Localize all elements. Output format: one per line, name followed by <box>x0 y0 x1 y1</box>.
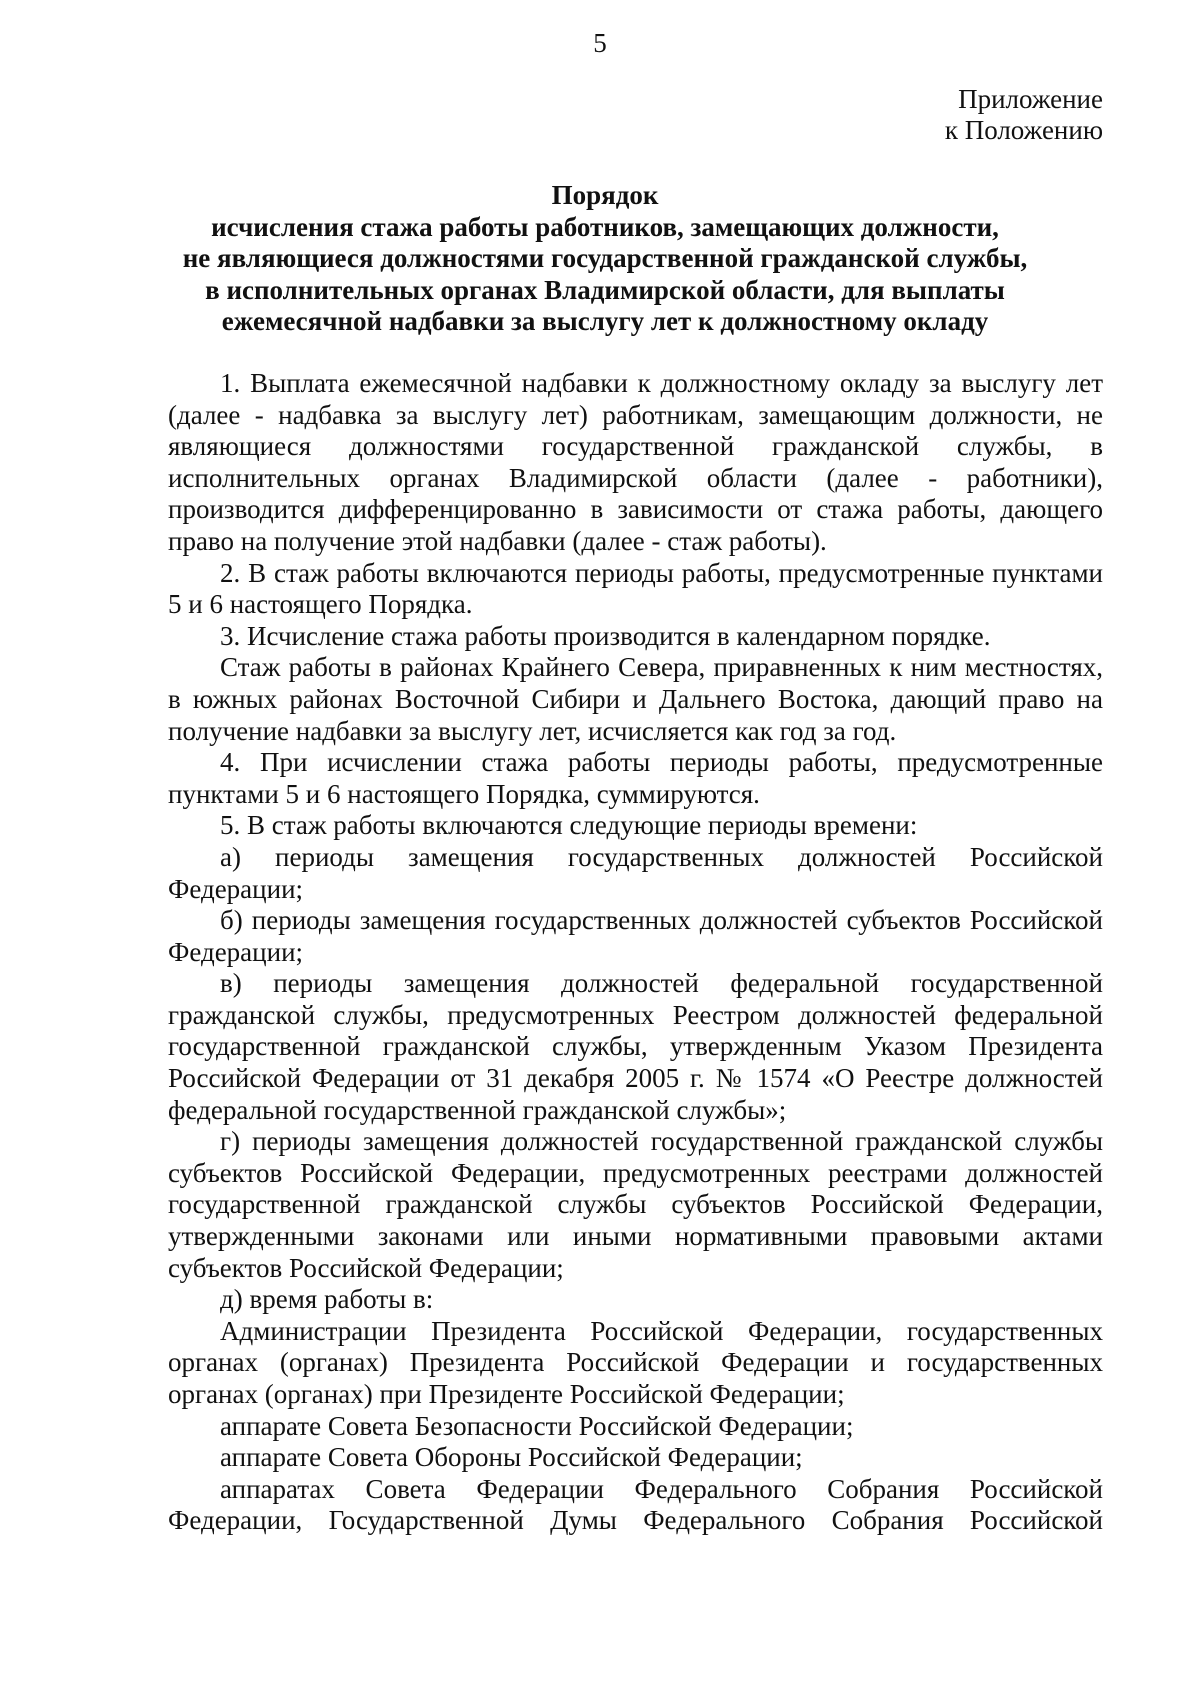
title-line-4: в исполнительных органах Владимирской области, для выплаты <box>205 274 1005 305</box>
paragraph: 1. Выплата ежемесячной надбавки к должностному окладу за выслугу лет (далее - надбавка за выслугу лет) работникам, замещающим должности, не являющиеся должностями государственной гражданской службы, в исполнительных органах Владимирской области (далее - работники), производится дифференцированно в зависимости от стажа работы, дающего право на получение этой надбавки (далее - стаж работы). <box>168 368 1103 556</box>
appendix-reference <box>945 84 1103 146</box>
title-line-2: исчисления стажа работы работников, замещающих должности, <box>211 211 999 242</box>
paragraph: д) время работы в: <box>220 1284 434 1315</box>
paragraph: в) периоды замещения должностей федеральной государственной гражданской службы, предусмотренных Реестром должностей федеральной государственной гражданской службы, утвержденным Указом Президента Российской Федерации от 31 декабря 2005 г. № 1574 «О Реестре должностей федеральной государственной гражданской службы»; <box>168 968 1103 1125</box>
paragraph: Стаж работы в районах Крайнего Севера, приравненных к ним местностях, в южных районах Восточной Сибири и Дальнего Востока, дающий право на получение надбавки за выслугу лет, исчисляется как год за год. <box>168 652 1103 746</box>
title-line-5: ежемесячной надбавки за выслугу лет к должностному окладу <box>221 306 989 336</box>
paragraph: а) периоды замещения государственных должностей Российской Федерации; <box>168 841 1103 904</box>
paragraph: 4. При исчислении стажа работы периоды работы, предусмотренные пунктами 5 и 6 настоящего Порядка, суммируются. <box>168 747 1103 809</box>
paragraph: аппарате Совета Обороны Российской Федерации; <box>220 1442 803 1473</box>
document-body <box>168 368 1103 1537</box>
page-number: 5 <box>593 28 607 58</box>
paragraph: г) периоды замещения должностей государственной гражданской службы субъектов Российской Федерации, предусмотренных реестрами должностей государственной гражданской службы субъектов Российской Федерации, утвержденными законами или иными нормативными правовыми актами субъектов Российской Федерации; <box>168 1126 1103 1283</box>
paragraph: 2. В стаж работы включаются периоды работы, предусмотренные пунктами 5 и 6 настоящего Порядка. <box>168 557 1103 620</box>
paragraph: б) периоды замещения государственных должностей субъектов Российской Федерации; <box>168 905 1103 967</box>
paragraph: аппаратах Совета Федерации Федерального Собрания Российской Федерации, Государственной Думы Федерального Собрания Российской <box>168 1473 1103 1536</box>
title-line-3: не являющиеся должностями государственной гражданской службы, <box>182 243 1028 273</box>
paragraph: Администрации Президента Российской Федерации, государственных органах (органах) Президента Российской Федерации и государственных органах (органах) при Президенте Российской Федерации; <box>168 1315 1103 1409</box>
title-line-1: Порядок <box>551 180 659 210</box>
document-title <box>160 180 1050 338</box>
paragraph: аппарате Совета Безопасности Российской Федерации; <box>220 1410 854 1441</box>
appendix-line-2: к Положению <box>944 115 1103 145</box>
paragraph: 3. Исчисление стажа работы производится в календарном порядке. <box>220 620 991 651</box>
paragraph: 5. В стаж работы включаются следующие периоды времени: <box>220 810 918 841</box>
appendix-line-1: Приложение <box>958 84 1103 114</box>
